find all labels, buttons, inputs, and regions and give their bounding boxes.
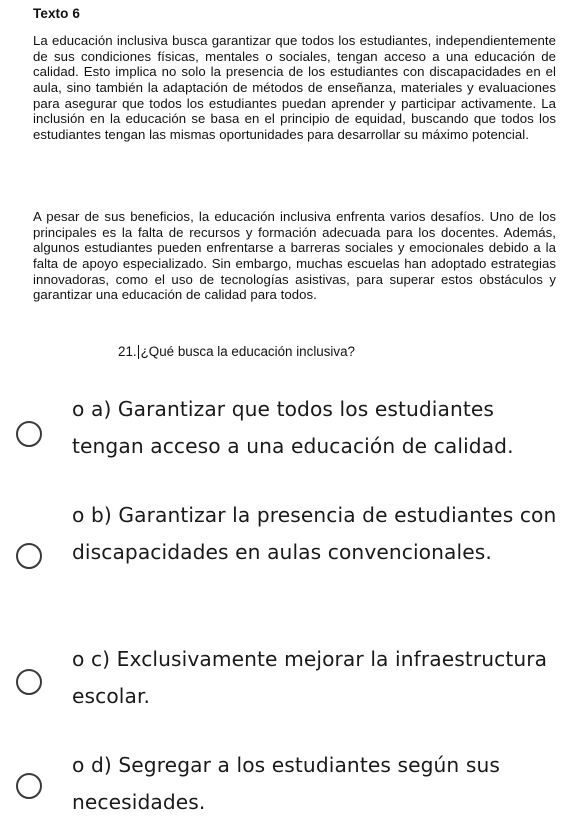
option-d-label: o d) Segregar a los estudiantes según sus necesidades. [72,753,500,814]
question-prompt [118,344,355,359]
option-d[interactable] [0,747,581,827]
option-b[interactable] [0,497,581,612]
option-c-label: o c) Exclusivamente mejorar la infraestructura escolar. [72,647,548,708]
question-text: ¿Qué busca la educación inclusiva? [140,344,355,359]
option-c[interactable] [0,641,581,721]
text-title: Texto 6 [33,6,80,21]
paragraph-1: La educación inclusiva busca garantizar que todos los estudiantes, independientemente de sus condiciones físicas, mentales o sociales, tengan acceso a una educación de calidad. Esto implica no solo la presencia de los estudiantes con discapacidades en el aula, sino también la adaptación de métodos de enseñanza, materiales y evaluaciones para asegurar que todos los estudiantes puedan aprender y participar activamente. La inclusión en la educación se basa en el principio de equidad, buscando que todos los estudiantes tengan las mismas oportunidades para desarrollar su máximo potencial. [33,33,556,142]
text-cursor [138,345,139,359]
option-a[interactable] [0,391,581,471]
radio-button-c[interactable] [16,669,42,695]
paragraph-2: A pesar de sus beneficios, la educación inclusiva enfrenta varios desafíos. Uno de los principales es la falta de recursos y formación adecuada para los docentes. Además, algunos estudiantes pueden enfrentarse a barreras sociales y emocionales debido a la falta de apoyo especializado. Sin embargo, muchas escuelas han adoptado estrategias innovadoras, como el uso de tecnologías asistivas, para superar estos obstáculos y garantizar una educación de calidad para todos. [33,209,556,303]
radio-button-d[interactable] [16,773,42,799]
option-b-label: o b) Garantizar la presencia de estudiantes con discapacidades en aulas convencionales. [72,503,557,564]
option-a-label: o a) Garantizar que todos los estudiantes tengan acceso a una educación de calidad. [72,397,514,458]
radio-button-b[interactable] [16,543,42,569]
radio-button-a[interactable] [16,421,42,447]
question-number: 21. [118,344,137,359]
reading-text [0,0,581,345]
